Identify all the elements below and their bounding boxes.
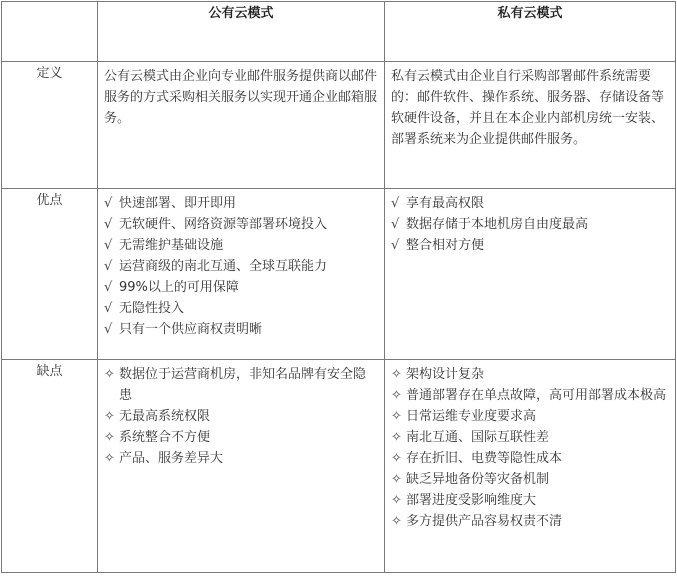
sparkle-bullet-icon: ✧ xyxy=(104,430,115,445)
list-item xyxy=(391,214,669,235)
check-mark-icon: √ xyxy=(391,217,400,232)
list-item xyxy=(391,385,669,406)
list-item xyxy=(104,364,378,406)
list-item xyxy=(104,277,378,298)
list-item xyxy=(104,427,378,448)
list-item-text: 普通部署存在单点故障，高可用部署成本极高 xyxy=(406,388,667,403)
list-item-text: 只有一个供应商权责明晰 xyxy=(119,322,263,337)
list-item-text: 运营商级的南北互通、全球互联能力 xyxy=(119,259,328,274)
check-mark-icon: √ xyxy=(104,280,113,295)
list-item xyxy=(391,511,669,532)
list-item-text: 无最高系统权限 xyxy=(119,409,211,424)
advantages-row xyxy=(2,189,676,360)
header-row xyxy=(2,2,676,62)
definition-private-text: 私有云模式由企业自行采购部署邮件系统需要的：邮件软件、操作系统、服务器、存储设备等软硬件设备，并且在本企业内部机房统一安装、部署系统来为企业提供邮件服务。 xyxy=(391,69,665,147)
list-item-text: 无软硬件、网络资源等部署环境投入 xyxy=(119,217,328,232)
row-label-definition: 定义 xyxy=(2,62,98,189)
check-mark-icon: √ xyxy=(391,238,400,253)
check-mark-icon: √ xyxy=(104,238,113,253)
header-private-cloud: 私有云模式 xyxy=(385,2,676,62)
list-item-text: 日常运维专业度要求高 xyxy=(406,409,537,424)
list-item xyxy=(391,364,669,385)
comparison-table xyxy=(1,1,676,573)
list-item xyxy=(104,235,378,256)
sparkle-bullet-icon: ✧ xyxy=(391,493,402,508)
list-item xyxy=(104,406,378,427)
list-item-text: 99%以上的可用保障 xyxy=(119,280,239,295)
definition-row xyxy=(2,62,676,189)
list-item xyxy=(104,448,378,469)
list-item-text: 存在折旧、电费等隐性成本 xyxy=(406,451,563,466)
definition-private-cell xyxy=(385,62,676,189)
list-item xyxy=(104,193,378,214)
sparkle-bullet-icon: ✧ xyxy=(391,451,402,466)
list-item-text: 架构设计复杂 xyxy=(406,367,485,382)
list-item-text: 快速部署、即开即用 xyxy=(119,196,237,211)
list-item xyxy=(391,490,669,511)
list-item xyxy=(391,448,669,469)
list-item xyxy=(104,319,378,340)
list-item-text: 部署进度受影响维度大 xyxy=(406,493,537,508)
disadvantages-private-list xyxy=(385,360,675,532)
advantages-private-cell xyxy=(385,189,676,360)
disadvantages-private-cell xyxy=(385,360,676,573)
list-item-text: 南北互通、国际互联性差 xyxy=(406,430,550,445)
list-item xyxy=(104,298,378,319)
sparkle-bullet-icon: ✧ xyxy=(391,430,402,445)
list-item xyxy=(391,406,669,427)
corner-cell xyxy=(2,2,98,62)
row-label-disadvantages: 缺点 xyxy=(2,360,98,573)
sparkle-bullet-icon: ✧ xyxy=(104,451,115,466)
list-item xyxy=(104,214,378,235)
sparkle-bullet-icon: ✧ xyxy=(391,367,402,382)
list-item-text: 数据存储于本地机房自由度最高 xyxy=(406,217,589,232)
list-item-text: 无需维护基础设施 xyxy=(119,238,224,253)
list-item-text: 多方提供产品容易权责不清 xyxy=(406,514,563,529)
list-item xyxy=(391,193,669,214)
sparkle-bullet-icon: ✧ xyxy=(391,514,402,529)
definition-public-cell xyxy=(98,62,385,189)
check-mark-icon: √ xyxy=(104,301,113,316)
list-item-text: 产品、服务差异大 xyxy=(119,451,224,466)
list-item-text: 系统整合不方便 xyxy=(119,430,211,445)
header-public-cloud: 公有云模式 xyxy=(98,2,385,62)
sparkle-bullet-icon: ✧ xyxy=(104,409,115,424)
definition-public-text: 公有云模式由企业向专业邮件服务提供商以邮件服务的方式采购相关服务以实现开通企业邮箱服务。 xyxy=(104,69,378,126)
check-mark-icon: √ xyxy=(104,217,113,232)
advantages-public-cell xyxy=(98,189,385,360)
disadvantages-row xyxy=(2,360,676,573)
row-label-advantages: 优点 xyxy=(2,189,98,360)
list-item xyxy=(104,256,378,277)
sparkle-bullet-icon: ✧ xyxy=(391,409,402,424)
check-mark-icon: √ xyxy=(104,322,113,337)
list-item-text: 整合相对方便 xyxy=(406,238,485,253)
list-item-text: 享有最高权限 xyxy=(406,196,485,211)
check-mark-icon: √ xyxy=(391,196,400,211)
list-item-text: 数据位于运营商机房，非知名品牌有安全隐患 xyxy=(119,367,367,403)
advantages-private-list xyxy=(385,189,675,256)
list-item-text: 无隐性投入 xyxy=(119,301,185,316)
list-item xyxy=(391,235,669,256)
sparkle-bullet-icon: ✧ xyxy=(391,472,402,487)
sparkle-bullet-icon: ✧ xyxy=(104,367,115,382)
sparkle-bullet-icon: ✧ xyxy=(391,388,402,403)
advantages-public-list xyxy=(98,189,384,340)
check-mark-icon: √ xyxy=(104,196,113,211)
disadvantages-public-cell xyxy=(98,360,385,573)
list-item xyxy=(391,427,669,448)
disadvantages-public-list xyxy=(98,360,384,469)
list-item-text: 缺乏异地备份等灾备机制 xyxy=(406,472,550,487)
check-mark-icon: √ xyxy=(104,259,113,274)
list-item xyxy=(391,469,669,490)
